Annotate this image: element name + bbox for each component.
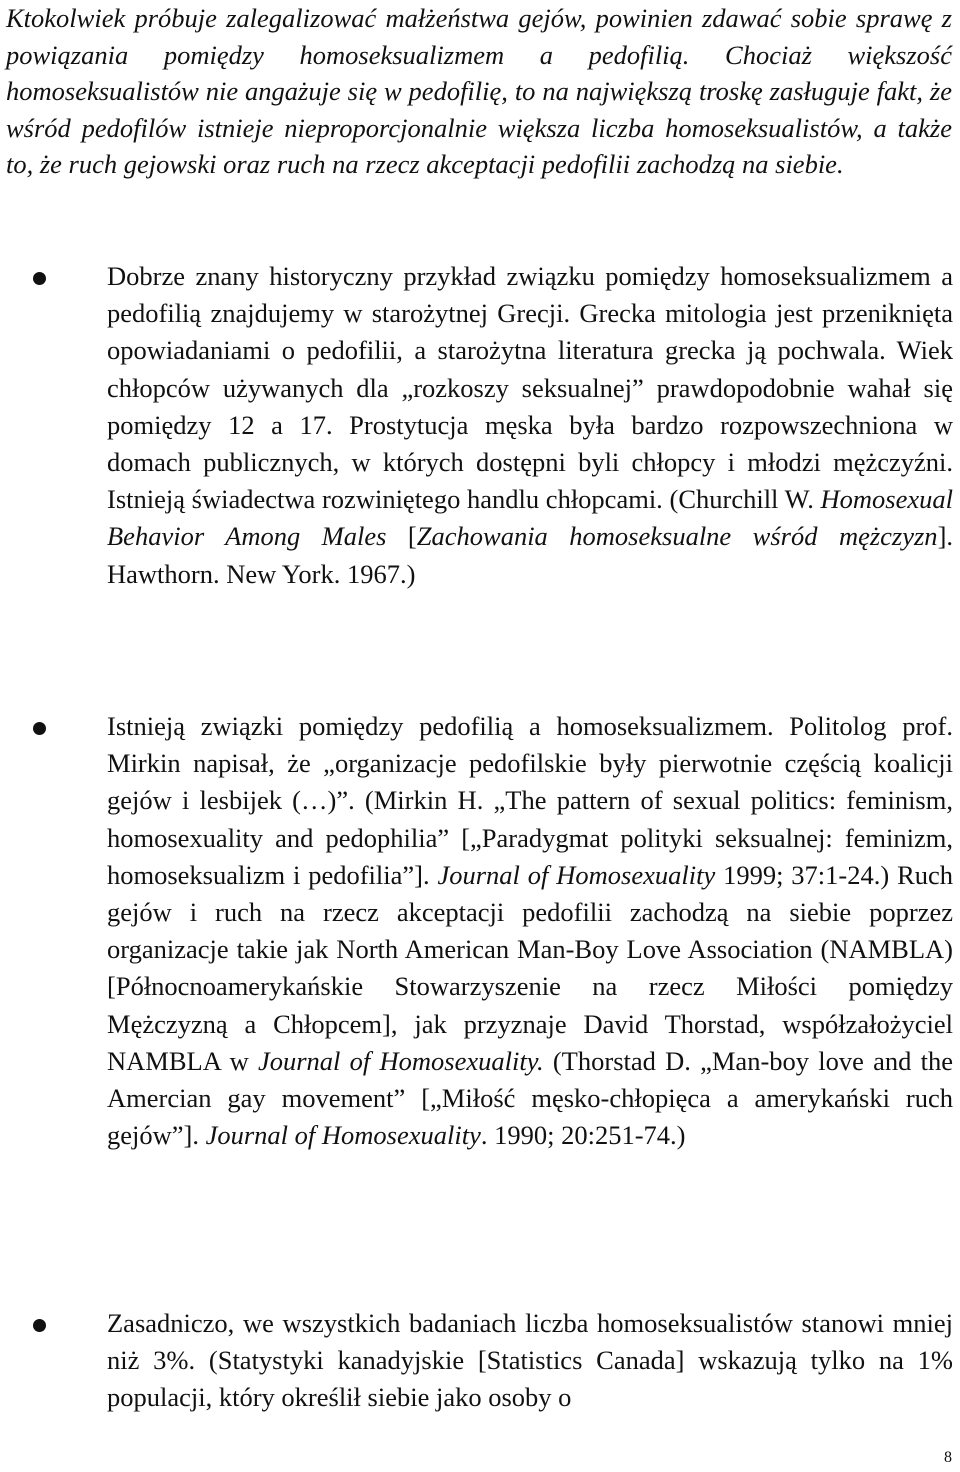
bullet-point-icon bbox=[33, 1319, 46, 1332]
book-title-translation: Zachowania homoseksualne wśród mężczyzn bbox=[416, 521, 938, 552]
book-title: Homosexual Behavior Among Males bbox=[107, 484, 953, 552]
journal-title: Journal of Homosexuality bbox=[437, 859, 716, 890]
journal-title: Journal of Homosexuality bbox=[205, 1120, 481, 1151]
bullet-text: Dobrze znany historyczny przykład związku pomiędzy homoseksualizmem a pedofilią znajdujemy w starożytnej Grecji. Grecka mitologia jest przeniknięta opowiadaniami o pedofilii, a starożytna literatura grecka ją pochwala. Wiek chłopców używanych dla „rozkoszy seksualnej” prawdopodobnie wahał się pomiędzy 12 a 17. Prostytucja męska była bardzo rozpowszechniona w domach publicznych, w których dostępni byli chłopcy i młodzi mężczyźni. Istnieją świadectwa rozwiniętego handlu chłopcami. (Churchill W. Homosexual Behavior Among Males [Zachowania homoseksualne wśród mężczyzn]. Hawthorn. New York. 1967.) bbox=[107, 261, 954, 589]
intro-paragraph: Ktokolwiek próbuje zalegalizować małżeństwa gejów, powinien zdawać sobie sprawę z powiązania pomiędzy homoseksualizmem a pedofilią. Chociaż większość homoseksualistów nie angażuje się w pedofilię, to na największą troskę zasługuje fakt, że wśród pedofilów istnieje nieproporcjonalnie większa liczba homoseksualistów, a także to, że ruch gejowski oraz ruch na rzecz akceptacji pedofilii zachodzą na siebie. bbox=[6, 3, 952, 180]
page-number: 8 bbox=[944, 1449, 952, 1466]
bullet-text: Zasadniczo, we wszystkich badaniach liczba homoseksualistów stanowi mniej niż 3%. (Statystyki kanadyjskie [Statistics Canada] wskazują tylko na 1% populacji, który określił siebie jako osoby o bbox=[107, 1308, 953, 1413]
bullet-text: Istnieją związki pomiędzy pedofilią a homoseksualizmem. Politolog prof. Mirkin napisał, że „organizacje pedofilskie były pierwotnie częścią koalicji gejów i lesbijek (…)”. (Mirkin H. „The pattern of sexual politics: feminism, homosexuality and pedophilia” [„Paradygmat polityki seksualnej: feminizm, homoseksualizm i pedofilia”]. Journal of Homosexuality 1999; 37:1-24.) Ruch gejów i ruch na rzecz akceptacji pedofilii zachodzą na siebie poprzez organizacje takie jak North American Man-Boy Love Association (NAMBLA) [Północnoamerykańskie Stowarzyszenie na rzecz Miłości pomiędzy Mężczyzną a Chłopcem], jak przyznaje David Thorstad, współzałożyciel NAMBLA w Journal of Homosexuality. (Thorstad D. „Man-boy love and the Amercian gay movement” [„Miłość męsko-chłopięca a amerykański ruch gejów”]. Journal of Homosexuality. 1990; 20:251-74.) bbox=[107, 711, 954, 1151]
journal-title: Journal of Homosexuality. bbox=[257, 1045, 544, 1076]
bullet-point-icon bbox=[33, 722, 46, 735]
bullet-point-icon bbox=[33, 272, 46, 285]
